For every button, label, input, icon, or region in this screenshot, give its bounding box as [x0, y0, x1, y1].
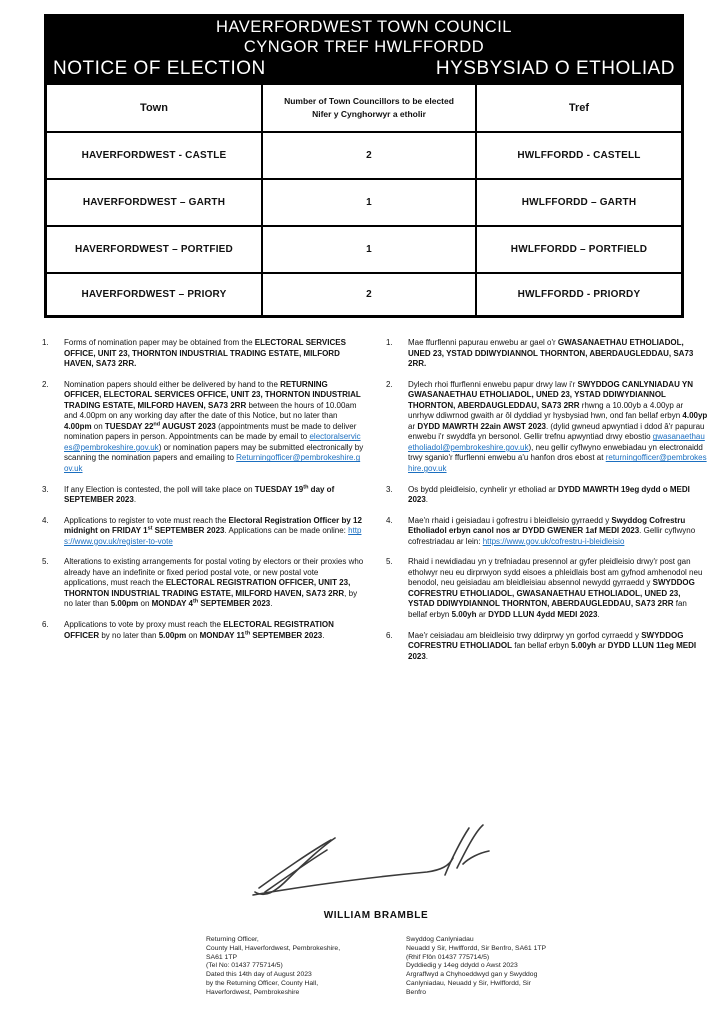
text-segment: Rhaid i newidiadau yn y trefniadau presennol ar gyfer pleidleisio drwy'r post gan etholwyr neu eu dirprwyon sydd eisoes a phleidlais bost am gyfnod amhenodol neu benodol, neu geisiadau am bleidleisiau absennol newydd gyrraedd y	[408, 557, 703, 588]
item-text	[64, 485, 364, 506]
text-segment: Mae ffurflenni papurau enwebu ar gael o'r	[408, 338, 558, 347]
text-segment: 5.00pm	[110, 599, 139, 609]
text-segment: ELECTORAL REGISTRATION OFFICER	[64, 620, 334, 640]
text-segment: fan bellaf erbyn	[408, 599, 687, 620]
text-segment: Mae'n rhaid i geisiadau i gofrestru i bleidleisio gyrraedd y	[408, 515, 612, 525]
list-item	[42, 338, 364, 370]
footer-line: SA61 1TP	[206, 953, 237, 961]
column-header-count-cy: Nifer y Cynghorwyr a etholir	[312, 109, 426, 119]
notice-columns	[42, 338, 708, 672]
item-text	[64, 620, 364, 641]
text-segment: TUESDAY 22	[104, 421, 154, 431]
footer-line: Benfro	[406, 988, 427, 996]
footer-line: (Tel No: 01437 775714/5)	[206, 962, 283, 970]
text-segment: Dylech rhoi ffurflenni enwebu papur drwy law i'r	[408, 379, 578, 389]
item-number: 2.	[386, 379, 393, 389]
text-segment: on	[186, 630, 200, 640]
list-item	[386, 380, 708, 475]
item-number: 6.	[42, 620, 49, 630]
table-row-castle-count: 2	[263, 133, 477, 180]
text-segment: (appointments must be made to deliver nomination papers in person. Appointments can be made by email to	[64, 421, 357, 442]
text-segment: .	[425, 651, 429, 661]
table-row-garth-tref: HWLFFORDD – GARTH	[477, 180, 681, 227]
text-segment: Forms of nomination paper may be obtained from the	[64, 338, 255, 347]
text-segment: GWASANAETHAU ETHOLIADOL, UNED 23, YSTAD DDIWYDIANNOL THORNTON, ABERDAUGLEDDAU, SA73 2RR.	[408, 338, 694, 369]
text-segment: , by no later than	[64, 588, 358, 609]
text-segment: fan bellaf erbyn	[512, 641, 572, 651]
text-segment: 5.00yh	[571, 641, 597, 651]
text-segment: nd	[153, 421, 161, 428]
table-row-portfield-tref: HWLFFORDD – PORTFIELD	[477, 227, 681, 274]
hyperlink[interactable]: https://www.gov.uk/register-to-vote	[64, 526, 362, 546]
text-segment: Swyddog Cofrestru Etholiadol erbyn canol nos ar DYDD GWENER 1af MEDI 2023	[408, 515, 686, 536]
item-number: 1.	[42, 338, 49, 347]
council-title-cy: CYNGOR TREF HWLFFORDD	[243, 38, 485, 56]
footer-line: Swyddog Canlyniadau	[406, 936, 474, 943]
column-header-tref: Tref	[477, 85, 681, 133]
hyperlink[interactable]: electoralservices@pembrokeshire.gov.uk	[64, 432, 361, 452]
item-number: 4.	[386, 515, 393, 525]
text-segment: . Gellir cyflwyno cofrestriadau ar lein:	[408, 526, 696, 546]
text-segment: Applications to vote by proxy must reach the	[64, 620, 224, 630]
list-item	[42, 516, 364, 548]
text-segment: .	[322, 630, 325, 640]
text-segment: SEPTEMBER 2023	[198, 599, 271, 609]
notice-title-cy: HYSBYSIAD O ETHOLIAD	[435, 58, 675, 79]
item-text	[64, 380, 364, 475]
table-row-priory-count: 2	[263, 274, 477, 315]
item-text	[408, 338, 708, 370]
item-number: 4.	[42, 515, 49, 525]
wards-table	[44, 82, 684, 318]
text-segment: MONDAY 4	[151, 599, 193, 609]
item-number: 5.	[386, 557, 393, 567]
item-number: 3.	[42, 484, 49, 494]
item-number: 3.	[386, 484, 393, 494]
footer-line: (Rhif Ffôn 01437 775714/5)	[406, 953, 490, 961]
list-item	[386, 631, 708, 663]
text-segment: DYDD MAWRTH 22ain AWST 2023	[417, 421, 546, 431]
text-segment: 4.00yp	[682, 411, 708, 421]
text-segment: .	[425, 495, 429, 505]
table-row-castle-town: HAVERFORDWEST - CASTLE	[47, 133, 263, 180]
text-segment: on	[138, 599, 152, 609]
text-segment: by no later than	[99, 630, 159, 640]
footer-line: Canlyniadau, Neuadd y Sir, Hwlffordd, Sir	[406, 980, 531, 988]
text-segment: RETURNING OFFICER, ELECTORAL SERVICES OFFICE, UNIT 23, THORNTON INDUSTRIAL TRADING ESTATE, MILFORD HAVEN, SA73 2RR	[64, 379, 361, 410]
text-segment: Os bydd pleidleisio, cynhelir yr etholiad ar	[408, 484, 558, 494]
text-segment: .	[270, 599, 273, 609]
text-segment: th	[303, 483, 309, 490]
item-number: 6.	[386, 630, 393, 640]
text-segment: . Applications can be made online:	[224, 526, 349, 536]
table-row-castle-tref: HWLFFORDD - CASTELL	[477, 133, 681, 180]
text-segment: DYDD MAWRTH 19eg dydd o MEDI 2023	[408, 484, 690, 505]
footer-line: Haverfordwest, Pembrokeshire	[206, 988, 300, 996]
list-item	[386, 338, 708, 370]
item-text	[408, 516, 708, 548]
text-segment: 5.00yh	[451, 610, 477, 620]
text-segment: . (dylid gwneud apwyntiad i ddod â'r papurau enwebu i'r swyddfa yn bersonol. Gellir trefnu apwyntiad drwy ebostio	[408, 421, 705, 442]
footer-line: County Hall, Haverfordwest, Pembrokeshire,	[206, 944, 341, 952]
item-text	[64, 516, 364, 548]
notice-title-row	[44, 57, 684, 81]
text-segment: ar	[476, 610, 489, 620]
signature-block	[236, 818, 516, 921]
list-item	[386, 516, 708, 548]
footer-line: Argraffwyd a Chyhoeddwyd gan y Swyddog	[406, 971, 538, 979]
item-number: 5.	[42, 557, 49, 567]
text-segment: DYDD LLUN 11eg MEDI 2023	[408, 641, 697, 661]
table-row-priory-town: HAVERFORDWEST – PRIORY	[47, 274, 263, 315]
item-text	[64, 557, 364, 610]
hyperlink[interactable]: returningofficer@pembrokeshire.gov.uk	[408, 453, 707, 474]
text-segment: 5.00pm	[158, 630, 187, 640]
list-item	[386, 485, 708, 506]
hyperlink[interactable]: Returningofficer@pembrokeshire.gov.uk	[64, 453, 361, 474]
text-segment: ), neu gellir cyflwyno enwebiadau yn electronaidd trwy sganio'r ffurflenni enwebu a'u hanfon dros ebost at	[408, 442, 703, 463]
footer-line: by the Returning Officer, County Hall,	[206, 980, 319, 988]
text-segment: MONDAY 11	[199, 630, 245, 640]
text-segment: TUESDAY 19	[254, 484, 304, 494]
notice-title-en: NOTICE OF ELECTION	[53, 58, 266, 79]
table-row-portfield-count: 1	[263, 227, 477, 274]
footer-line: Dyddiedig y 14eg ddydd o Awst 2023	[406, 962, 518, 970]
text-segment: 4.00pm	[64, 421, 92, 431]
list-item	[42, 557, 364, 610]
table-row-garth-town: HAVERFORDWEST – GARTH	[47, 180, 263, 227]
footer-english	[206, 936, 392, 998]
column-header-town: Town	[47, 85, 263, 133]
table-row-priory-tref: HWLFFORDD - PRIORDY	[517, 289, 641, 300]
item-text	[64, 338, 364, 370]
list-item	[42, 485, 364, 506]
text-segment: SEPTEMBER 2023	[152, 526, 225, 536]
hyperlink[interactable]: gwasanaethauetholiadol@pembrokeshire.gov.uk	[408, 432, 705, 452]
header-band	[44, 14, 684, 82]
text-segment: SWYDDOG COFRESTRU ETHOLIADOL, GWASANAETHAU ETHOLIADOL, UNED 23, YSTAD DDIWYDIANNOL THORNTON, ABERDAUGLEDDAU, SA73 2RR	[408, 578, 695, 609]
notices-welsh	[386, 338, 708, 672]
notices-english	[42, 338, 364, 672]
text-segment: .	[597, 610, 600, 620]
hyperlink[interactable]: https://www.gov.uk/cofrestru-i-bleidleisio	[482, 536, 625, 546]
footer	[206, 936, 636, 998]
list-item	[42, 620, 364, 641]
text-segment: Electoral Registration Officer by 12 midnight on FRIDAY 1	[64, 515, 362, 536]
text-segment: Mae'r ceisiadau am bleidleisio trwy ddirprwy yn gorfod cyrraedd y	[408, 630, 642, 640]
text-segment: Applications to register to vote must reach the	[64, 515, 229, 525]
text-segment: .	[133, 495, 137, 505]
footer-line: Dated this 14th day of August 2023	[206, 971, 312, 979]
text-segment: AUGUST 2023	[160, 421, 216, 431]
list-item	[386, 557, 708, 620]
text-segment: SWYDDOG COFRESTRU ETHOLIADOL	[408, 630, 684, 651]
text-segment: th	[244, 629, 251, 636]
footer-line: Returning Officer,	[206, 936, 259, 943]
text-segment: Alterations to existing arrangements for postal voting by electors or their proxies who already have an indefinite or fixed period postal vote, or new postal vote applications, must reach the	[64, 557, 364, 588]
text-segment: day of SEPTEMBER 2023	[64, 484, 335, 505]
item-text	[408, 485, 708, 506]
text-segment: ar	[408, 421, 418, 431]
column-header-count	[263, 85, 477, 133]
list-item	[42, 380, 364, 475]
text-segment: DYDD LLUN 4ydd MEDI 2023	[488, 610, 598, 620]
text-segment: rhwng a 10.00yb a 4.00yp ar unrhyw ddiwrnod gwaith ar ôl dyddiad yr hysbysiad hwn, ond fan bellaf erbyn	[408, 400, 684, 421]
text-segment: st	[147, 525, 153, 532]
text-segment: ar	[596, 641, 608, 651]
text-segment: SWYDDOG CANLYNIADAU YN GWASANAETHAU ETHOLIADOL, UNED 23, YSTAD DDIWYDIANNOL THORNTON, ABERDAUGLEDDAU, SA73 2RR	[408, 379, 694, 410]
column-header-count-en: Number of Town Councillors to be elected	[284, 96, 454, 107]
text-segment: If any Election is contested, the poll will take place on	[64, 484, 255, 494]
item-number: 1.	[386, 338, 393, 347]
item-number: 2.	[42, 379, 49, 389]
signature-image	[241, 818, 511, 906]
text-segment: ELECTORAL SERVICES OFFICE, UNIT 23, THORNTON INDUSTRIAL TRADING ESTATE, MILFORD HAVEN, SA73 2RR.	[64, 338, 346, 369]
item-text	[408, 380, 708, 475]
text-segment: th	[192, 598, 199, 605]
signatory-name: WILLIAM BRAMBLE	[323, 910, 429, 921]
council-title-en: HAVERFORDWEST TOWN COUNCIL	[216, 18, 512, 36]
text-segment: on	[91, 421, 105, 431]
text-segment: ELECTORAL REGISTRATION OFFICER, UNIT 23, THORNTON INDUSTRIAL TRADING ESTATE, MILFORD HAVEN, SA73 2RR	[64, 578, 351, 598]
text-segment: SEPTEMBER 2023	[250, 630, 323, 640]
item-text	[408, 557, 708, 620]
text-segment: between the hours of 10.00am and 4.00pm on any working day after the date of this Notice, but no later than	[64, 400, 357, 421]
footer-line: Neuadd y Sir, Hwlffordd, Sir Benfro, SA61 1TP	[406, 944, 547, 952]
text-segment: Nomination papers should either be delivered by hand to the	[64, 379, 281, 389]
table-row-garth-count: 1	[263, 180, 477, 227]
text-segment: ) or nomination papers may be submitted electronically by scanning the nomination papers and emailing to	[64, 442, 364, 463]
table-row-portfield-town: HAVERFORDWEST – PORTFIED	[47, 227, 263, 274]
item-text	[408, 631, 708, 663]
footer-welsh	[406, 936, 626, 998]
